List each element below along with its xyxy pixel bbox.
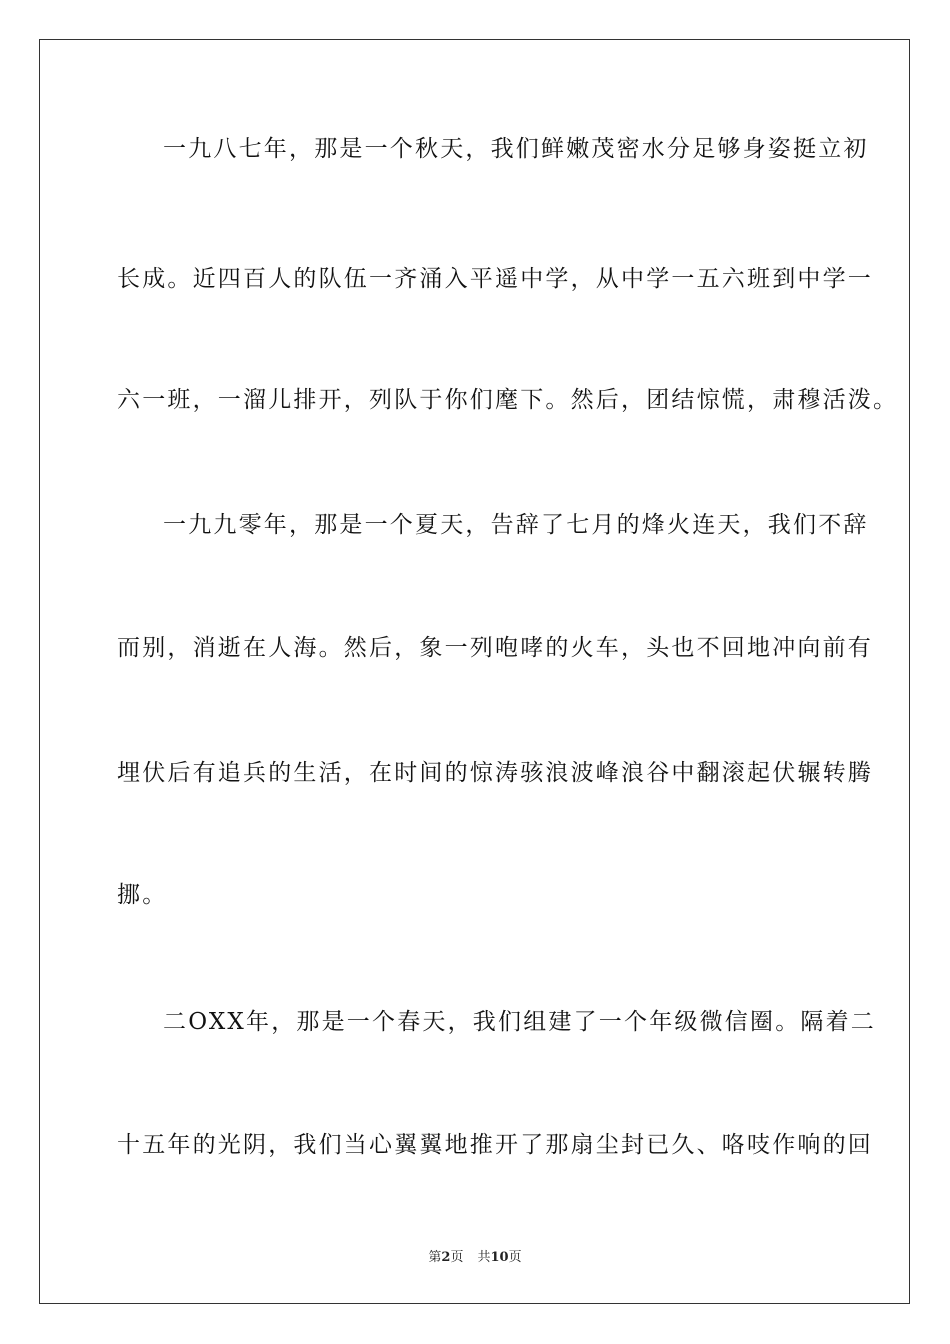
text-line-6: 埋伏后有追兵的生活，在时间的惊涛骇浪波峰浪谷中翻滚起伏辗转腾 [117,760,873,786]
text-line-4: 一九九零年，那是一个夏天，告辞了七月的烽火连天，我们不辞 [163,512,869,538]
page-footer [0,1249,950,1267]
page-number: 2 [441,1250,451,1265]
page-border [39,39,910,1304]
total-pages-prefix: 共 [477,1250,491,1265]
page-number-suffix: 页 [450,1250,464,1265]
total-pages: 10 [490,1250,509,1265]
text-line-5: 而别，消逝在人海。然后，象一列咆哮的火车，头也不回地冲向前有 [117,635,873,661]
text-line-2: 长成。近四百人的队伍一齐涌入平遥中学，从中学一五六班到中学一 [117,266,873,292]
text-line-1: 一九八七年，那是一个秋天，我们鲜嫩茂密水分足够身姿挺立初 [163,136,869,162]
text-line-7: 挪。 [117,882,168,908]
text-line-9: 十五年的光阴，我们当心翼翼地推开了那扇尘封已久、咯吱作响的回 [117,1132,873,1158]
text-line-8: 二OXX年，那是一个春天，我们组建了一个年级微信圈。隔着二 [163,1009,876,1035]
total-pages-suffix: 页 [508,1250,522,1265]
text-line-3: 六一班，一溜儿排开，列队于你们麾下。然后，团结惊慌，肃穆活泼。 [117,387,899,413]
page-number-prefix: 第 [428,1250,442,1265]
